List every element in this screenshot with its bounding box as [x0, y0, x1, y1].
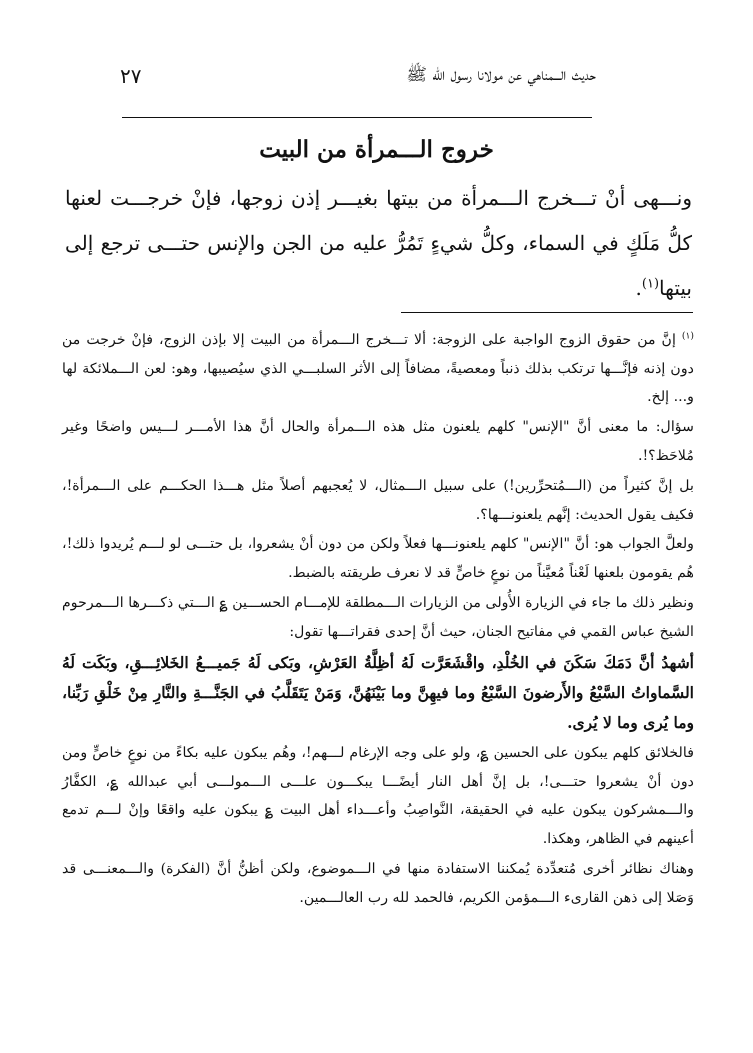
footnote-separator — [401, 312, 693, 313]
footnote-1-text: إنَّ من حقوق الزوج الواجبة على الزوجة: ألا تـــخرج الـــمرأة من البيت إلا بإذن الزوج، فإنْ خرجت من دون إذنه فإنَّـــها ترتكب بذلك ذنباً ومعصيةً، مضافاً إلى الأثر السلبـــي الذي سيُصيبها، وهو: لعن الـــملائكة لها و... إلخ. — [62, 332, 694, 406]
footnotes-section — [62, 326, 694, 913]
footnote-marker: (١) — [681, 330, 694, 342]
ziyara-quotation: أشهدُ أنَّ دَمَكَ سَكَنَ في الخُلْدِ، واقْشَعَرَّت لَهُ أظِلَّةُ العَرْشِ، وبَكى لَهُ جَميـــعُ الخَلائِـــقِ، وبَكَت لَهُ السَّماواتُ السَّبْعُ والأَرضونَ السَّبْعُ وما فيهِنَّ وما بَيْنَهُنَّ، وَمَنْ يَتَقَلَّبُ في الجَنَّـــةِ والنَّارِ مِنْ خَلْقِ رَبِّنا، وما يُرى وما لا يُرى. — [62, 652, 694, 732]
footnote-reference[interactable]: (١) — [641, 276, 660, 292]
section-title: خروج الـــمرأة من البيت — [259, 136, 494, 163]
footnote-answer: ولعلَّ الجواب هو: أنَّ "الإنس" كلهم يلعنونـــها فعلاً ولكن من دون أنْ يشعروا، بل حتـــى لو لـــم يُريدوا ذلك!، هُم يقومون بلعنها لَعْناً مُعيَّناً من نوعٍ خاصٍّ قد لا نعرف طريقته بالضبط. — [62, 536, 694, 582]
main-paragraph — [65, 176, 692, 311]
footnote-paragraph-1 — [62, 326, 694, 412]
main-paragraph-end: . — [635, 276, 642, 300]
running-title: حديث الـــمناهي عن مولانا رسول الله ﷺ — [406, 64, 596, 85]
main-paragraph-text: ونـــهى أنْ تـــخرج الـــمرأة من بيتها بغيـــر إذن زوجها، فإنْ خرجـــت لعنها كلُّ مَلَكٍ في السماء، وكلُّ شيءٍ تَمُرُّ عليه من الجن والإنس حتـــى ترجع إلى بيتها — [65, 186, 692, 300]
page-number: ٢٧ — [120, 64, 142, 88]
footnote-paragraph-3: بل إنَّ كثيراً من (الـــمُتحرِّرين!) على سبيل الـــمثال، لا يُعجبهم أصلاً مثل هـــذا الحكـــم على الـــمرأة!، فكيف يقول الحديث: إنَّهم يلعنونـــها؟. — [62, 477, 694, 523]
footnote-conclusion: وهناك نظائر أخرى مُتعدِّدة يُمكننا الاستفادة منها في الـــموضوع، ولكن أظنُّ أنَّ (الفكرة) والـــمعنـــى قد وَصَلا إلى ذهن القارىء الـــمؤمن الكريم، فالحمد لله رب العالـــمين. — [62, 860, 694, 906]
footnote-question: سؤال: ما معنى أنَّ "الإنس" كلهم يلعنون مثل هذه الـــمرأة والحال أنَّ هذا الأمـــر لـــيس واضحًا وغير مُلاحَظ؟!. — [62, 419, 694, 464]
footnote-paragraph-5: ونظير ذلك ما جاء في الزيارة الأُولى من الزيارات الـــمطلقة للإمـــام الحســـين ؏ الـــتي ذكـــرها الـــمرحوم الشيخ عباس القمي في مفاتيح الجنان، حيث أنَّ إحدى فقراتـــها تقول: — [62, 595, 694, 640]
running-header — [120, 62, 596, 90]
header-rule — [122, 117, 592, 118]
footnote-paragraph-7: فالخلائق كلهم يبكون على الحسين ؏، ولو على وجه الإرغام لـــهم!، وهُم يبكون عليه بكاءً من نوعٍ خاصٍّ ومن دون أنْ يشعروا حتـــى!، بل إنَّ أهل النار أيضًـــا يبكـــون علـــى الـــمولـــى أبي عبدالله ؏، الكفَّارُ والـــمشركون يبكون عليه في الحقيقة، النَّواصِبُ وأعـــداء أهل البيت ؏ يبكون عليه واقعًا وإنْ لـــم تدمع أعينهم في الظاهر، وهكذا. — [62, 744, 694, 847]
